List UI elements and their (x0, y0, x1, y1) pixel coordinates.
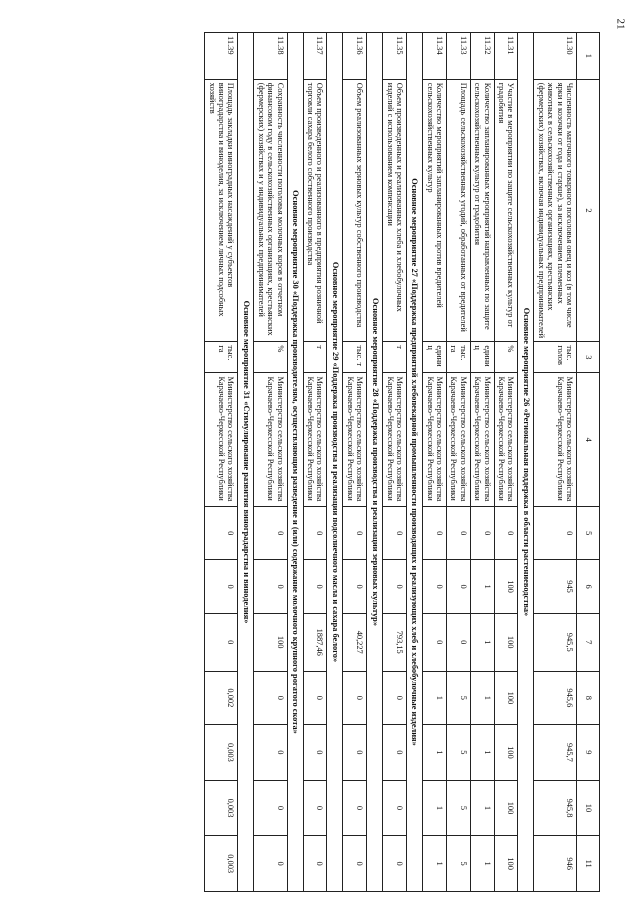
value-cell: 1 (470, 560, 494, 613)
header-col-1: 1 (577, 33, 600, 80)
indicators-table (204, 32, 600, 892)
section-row (367, 33, 383, 892)
value-cell: 100 (494, 725, 518, 781)
row-number: 11.36 (343, 33, 367, 80)
value-cell: 793,15 (383, 613, 407, 671)
value-cell: 0 (205, 613, 238, 671)
responsible: Министерство сельского хозяйства Карачаево-Черкесской Республики (303, 373, 327, 507)
responsible: Министерство сельского хозяйства Карачаево-Черкесской Республики (494, 373, 518, 507)
value-cell: 0 (303, 725, 327, 781)
value-cell: 1 (423, 671, 447, 724)
value-cell: 0 (383, 725, 407, 781)
header-col-10: 10 (577, 780, 600, 836)
responsible: Министерство сельского хозяйства Карачаево-Черкесской Республики (423, 373, 447, 507)
unit: единиц (423, 342, 447, 373)
unit: тыс. т (343, 342, 367, 373)
value-cell: 100 (494, 671, 518, 724)
header-col-9: 9 (577, 725, 600, 781)
value-cell: 0 (494, 506, 518, 559)
value-cell: 0 (254, 780, 287, 836)
indicator-name: Объем произведенного и реализованного в предприятия розничной торговли сахара белого собственного производства (303, 79, 327, 342)
section-title: Основное мероприятие 28 «Поддержка производства и реализации зерновых культур» (367, 33, 383, 892)
responsible: Министерство сельского хозяйства Карачаево-Черкесской Республики (205, 373, 238, 507)
section-row (238, 33, 254, 892)
table-row (205, 33, 238, 892)
value-cell: 0 (303, 560, 327, 613)
value-cell: 0,003 (205, 725, 238, 781)
indicator-name: Площадь закладки виноградных насаждений у субъектов виноградарства и виноделия, за исключением личных подсобных хозяйств (205, 79, 238, 342)
value-cell: 1 (423, 725, 447, 781)
value-cell: 100 (494, 836, 518, 892)
rotated-table-wrapper (40, 32, 600, 892)
value-cell: 0 (534, 506, 577, 559)
table-row (423, 33, 447, 892)
value-cell: 0,003 (205, 780, 238, 836)
value-cell: 0 (446, 506, 470, 559)
table-row (534, 33, 577, 892)
unit: тыс. голов (534, 342, 577, 373)
unit: тыс. га (205, 342, 238, 373)
value-cell: 0 (446, 613, 470, 671)
section-title: Основное мероприятие 31 «Стимулирование развития виноградарства и виноделия» (238, 33, 254, 892)
section-title: Основное мероприятие 26 «Региональная поддержка в области растениеводства» (518, 33, 534, 892)
value-cell: 1 (470, 725, 494, 781)
header-col-5: 5 (577, 506, 600, 559)
value-cell: 0 (343, 506, 367, 559)
section-row (518, 33, 534, 892)
value-cell: 0 (343, 671, 367, 724)
indicator-name: Количество мероприятий запланированных против вредителей сельскохозяйственных культур (423, 79, 447, 342)
value-cell: 0 (205, 506, 238, 559)
header-col-11: 11 (577, 836, 600, 892)
unit: % (254, 342, 287, 373)
value-cell: 100 (254, 613, 287, 671)
section-row (407, 33, 423, 892)
value-cell: 946 (534, 836, 577, 892)
value-cell: 945,6 (534, 671, 577, 724)
table-row (470, 33, 494, 892)
indicator-name: Площадь сельскохозяйственных угодий, обработанных от вредителей (446, 79, 470, 342)
value-cell: 5 (446, 671, 470, 724)
indicator-name: Количество запланированных мероприятий направленных по защите сельскохозяйственных культур от градобития (470, 79, 494, 342)
value-cell: 0 (423, 613, 447, 671)
value-cell: 1887,46 (303, 613, 327, 671)
unit: тыс. га (446, 342, 470, 373)
unit: т (383, 342, 407, 373)
value-cell: 945,8 (534, 780, 577, 836)
indicator-name: Объем произведенных и реализованных хлеба и хлебобулочных изделий с использованием компенсации (383, 79, 407, 342)
indicator-name: Объем реализованных зерновых культур собственного производства (343, 79, 367, 342)
responsible: Министерство сельского хозяйства Карачаево-Черкесской Республики (534, 373, 577, 507)
row-number: 11.32 (470, 33, 494, 80)
value-cell: 0 (254, 506, 287, 559)
value-cell: 0 (446, 560, 470, 613)
value-cell: 100 (494, 613, 518, 671)
value-cell: 5 (446, 836, 470, 892)
row-number: 11.30 (534, 33, 577, 80)
section-title: Основное мероприятие 29 «Поддержка производства и реализации подсолнечного масла и сахара белого» (327, 33, 343, 892)
section-row (287, 33, 303, 892)
section-title: Основное мероприятие 27 «Поддержка предприятий хлебопекарной промышленности производящих и реализующих хлеб и хлебобулочные изделия» (407, 33, 423, 892)
value-cell: 0 (343, 560, 367, 613)
value-cell: 100 (494, 780, 518, 836)
unit: т (303, 342, 327, 373)
header-col-8: 8 (577, 671, 600, 724)
responsible: Министерство сельского хозяйства Карачаево-Черкесской Республики (254, 373, 287, 507)
value-cell: 0,002 (205, 671, 238, 724)
value-cell: 0 (383, 671, 407, 724)
value-cell: 0 (254, 836, 287, 892)
header-col-7: 7 (577, 613, 600, 671)
indicator-name: Участие в мероприятии по защите сельскохозяйственных культур от градобития (494, 79, 518, 342)
page-number: 21 (614, 18, 627, 30)
row-number: 11.39 (205, 33, 238, 80)
value-cell: 945,7 (534, 725, 577, 781)
value-cell: 40,227 (343, 613, 367, 671)
value-cell: 0 (254, 725, 287, 781)
header-row (577, 33, 600, 892)
value-cell: 0 (303, 671, 327, 724)
header-col-6: 6 (577, 560, 600, 613)
value-cell: 0 (254, 560, 287, 613)
table-row (303, 33, 327, 892)
header-col-3: 3 (577, 342, 600, 373)
table-row (494, 33, 518, 892)
indicator-name: Сохранность численности поголовья молочных коров в отчетном финансовом году в сельскохозяйственных организациях, крестьянских (фермерских) хозяйствах и у индивидуальных предпринимателей (254, 79, 287, 342)
header-col-2: 2 (577, 79, 600, 342)
row-number: 11.31 (494, 33, 518, 80)
value-cell: 0 (470, 506, 494, 559)
table-row (383, 33, 407, 892)
table-row (446, 33, 470, 892)
value-cell: 0 (383, 506, 407, 559)
row-number: 11.33 (446, 33, 470, 80)
value-cell: 1 (470, 780, 494, 836)
unit: % (494, 342, 518, 373)
value-cell: 0 (383, 560, 407, 613)
value-cell: 945,5 (534, 613, 577, 671)
value-cell: 0 (383, 836, 407, 892)
row-number: 11.38 (254, 33, 287, 80)
header-col-4: 4 (577, 373, 600, 507)
value-cell: 0,003 (205, 836, 238, 892)
indicator-name: Численность маточного товарного поголовья овец и коз (в том числе ярки и козочки от года и старше), за исключением племенных животных в сельскохозяйственных организациях, крестьянских (фермерских) хозяйствах, включая индивидуальных предпринимателей (534, 79, 577, 342)
value-cell: 0 (254, 671, 287, 724)
value-cell: 0 (343, 780, 367, 836)
unit: единиц (470, 342, 494, 373)
value-cell: 945 (534, 560, 577, 613)
responsible: Министерство сельского хозяйства Карачаево-Черкесской Республики (343, 373, 367, 507)
value-cell: 0 (423, 560, 447, 613)
value-cell: 0 (423, 506, 447, 559)
row-number: 11.34 (423, 33, 447, 80)
table-row (343, 33, 367, 892)
value-cell: 1 (470, 613, 494, 671)
row-number: 11.37 (303, 33, 327, 80)
responsible: Министерство сельского хозяйства Карачаево-Черкесской Республики (470, 373, 494, 507)
value-cell: 5 (446, 780, 470, 836)
value-cell: 1 (470, 671, 494, 724)
value-cell: 1 (470, 836, 494, 892)
responsible: Министерство сельского хозяйства Карачаево-Черкесской Республики (446, 373, 470, 507)
value-cell: 0 (383, 780, 407, 836)
table-row (254, 33, 287, 892)
value-cell: 1 (423, 780, 447, 836)
section-title: Основное мероприятие 30 «Поддержка производителям, осуществляющим разведение и (или) содержание молочного крупного рогатого скота» (287, 33, 303, 892)
value-cell: 1 (423, 836, 447, 892)
value-cell: 5 (446, 725, 470, 781)
value-cell: 0 (303, 836, 327, 892)
responsible: Министерство сельского хозяйства Карачаево-Черкесской Республики (383, 373, 407, 507)
section-row (327, 33, 343, 892)
value-cell: 0 (343, 836, 367, 892)
value-cell: 0 (205, 560, 238, 613)
value-cell: 0 (343, 725, 367, 781)
value-cell: 0 (303, 780, 327, 836)
value-cell: 0 (303, 506, 327, 559)
value-cell: 100 (494, 560, 518, 613)
row-number: 11.35 (383, 33, 407, 80)
